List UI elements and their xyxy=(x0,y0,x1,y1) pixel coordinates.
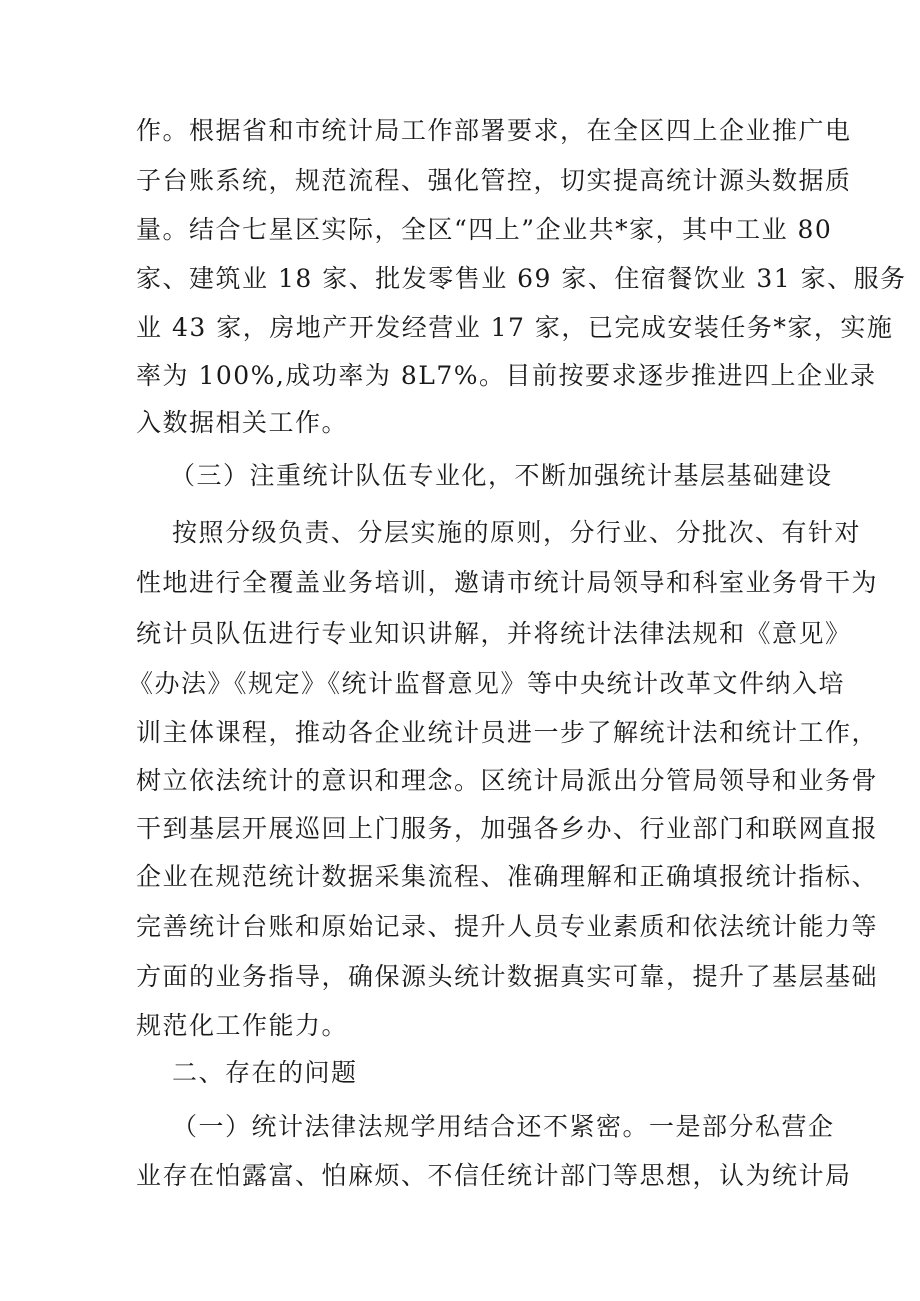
paragraph-line: 训主体课程，推动各企业统计员进一步了解统计法和统计工作， xyxy=(136,718,879,747)
paragraph-line: 业 43 家，房地产开发经营业 17 家，已完成安装任务*家，实施 xyxy=(136,313,894,342)
paragraph-line: 量。结合七星区实际，全区“四上”企业共*家，其中工业 80 xyxy=(136,215,833,244)
paragraph-line: 业存在怕露富、怕麻烦、不信任统计部门等思想，认为统计局 xyxy=(136,1161,852,1190)
paragraph-line: 统计员队伍进行专业知识讲解，并将统计法律法规和《意见》 xyxy=(136,619,852,648)
paragraph-line: 规范化工作能力。 xyxy=(136,1011,349,1040)
paragraph-line: 性地进行全覆盖业务培训，邀请市统计局领导和科室业务骨干为 xyxy=(136,568,879,597)
section-heading-3: （三）注重统计队伍专业化，不断加强统计基层基础建设 xyxy=(170,461,833,490)
paragraph-line: 作。根据省和市统计局工作部署要求，在全区四上企业推广电 xyxy=(136,116,852,145)
paragraph-line: 方面的业务指导，确保源头统计数据真实可靠，提升了基层基础 xyxy=(136,962,879,991)
section-heading-2: 二、存在的问题 xyxy=(172,1058,358,1087)
paragraph-line: 《办法》《规定》《统计监督意见》等中央统计改革文件纳入培 xyxy=(128,669,846,698)
paragraph-line: 家、建筑业 18 家、批发零售业 69 家、住宿餐饮业 31 家、服务 xyxy=(136,264,907,293)
paragraph-line: 入数据相关工作。 xyxy=(136,408,349,437)
paragraph-line: 按照分级负责、分层实施的原则，分行业、分批次、有针对 xyxy=(172,518,862,547)
subsection-heading-1: （一）统计法律法规学用结合还不紧密。一是部分私营企 xyxy=(172,1112,835,1141)
paragraph-line: 干到基层开展巡回上门服务，加强各乡办、行业部门和联网直报 xyxy=(136,814,879,843)
paragraph-line: 完善统计台账和原始记录、提升人员专业素质和依法统计能力等 xyxy=(136,912,879,941)
paragraph-line: 率为 100%,成功率为 8L7%。目前按要求逐步推进四上企业录 xyxy=(136,361,877,390)
paragraph-line: 树立依法统计的意识和理念。区统计局派出分管局领导和业务骨 xyxy=(136,766,879,795)
paragraph-line: 子台账系统，规范流程、强化管控，切实提高统计源头数据质 xyxy=(136,166,852,195)
paragraph-line: 企业在规范统计数据采集流程、准确理解和正确填报统计指标、 xyxy=(136,862,879,891)
